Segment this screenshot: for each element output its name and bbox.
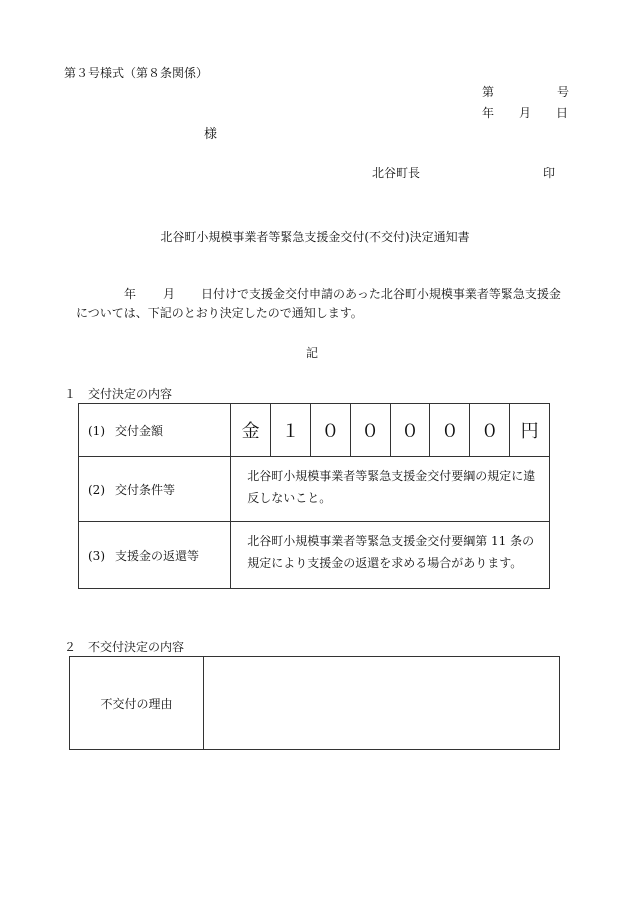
- date-year-label: 年: [482, 106, 495, 120]
- section-1-heading: １ 交付決定の内容: [64, 387, 173, 401]
- decision-table: [78, 403, 550, 589]
- document-title: 北谷町小規模事業者等緊急支援金交付(不交付)決定通知書: [160, 230, 470, 244]
- row-label: [79, 457, 231, 522]
- row-label: [79, 522, 231, 589]
- amount-cell: ０: [310, 404, 350, 457]
- section-2-heading: ２ 不交付決定の内容: [64, 640, 185, 654]
- table-row: [79, 522, 550, 589]
- body-text-line-1: 日付けで支援金交付申請のあった北谷町小規模事業者等緊急支援金: [201, 287, 561, 301]
- form-label: 第３号様式（第８条関係）: [64, 66, 209, 80]
- amount-cell: ０: [430, 404, 470, 457]
- row-label-text: 交付条件等: [115, 482, 176, 497]
- document-number-prefix: 第: [482, 85, 495, 99]
- amount-cell: ０: [350, 404, 390, 457]
- row-number: (1): [88, 423, 105, 438]
- row-label-text: 交付金額: [115, 423, 164, 438]
- table-row: [79, 404, 550, 457]
- row-number: (2): [88, 482, 105, 497]
- row-value: 北谷町小規模事業者等緊急支援金交付要綱の規定に違反しないこと。: [231, 457, 550, 522]
- ki-heading: 記: [306, 346, 319, 360]
- amount-cell: ０: [470, 404, 510, 457]
- date-month-label: 月: [519, 106, 532, 120]
- row-label-text: 支援金の返還等: [115, 548, 200, 563]
- body-month-label: 月: [163, 287, 176, 301]
- seal-mark: 印: [543, 166, 556, 180]
- amount-cell: 金: [231, 404, 271, 457]
- body-text-line-2: については、下記のとおり決定したので通知します。: [76, 306, 363, 320]
- date-day-label: 日: [556, 106, 569, 120]
- body-year-label: 年: [124, 287, 137, 301]
- row-number: (3): [88, 548, 105, 563]
- issuer-name: 北谷町長: [372, 166, 421, 180]
- document-number-suffix: 号: [557, 85, 570, 99]
- amount-cell: 円: [510, 404, 550, 457]
- table-row: [79, 457, 550, 522]
- non-grant-reason-label: 不交付の理由: [70, 657, 204, 750]
- non-grant-table: [69, 656, 560, 750]
- amount-cell: １: [271, 404, 311, 457]
- row-label: [79, 404, 231, 457]
- row-value: 北谷町小規模事業者等緊急支援金交付要綱第 11 条の規定により支援金の返還を求める場合があります。: [231, 522, 550, 589]
- non-grant-reason-field[interactable]: [204, 657, 560, 750]
- amount-cell: ０: [390, 404, 430, 457]
- table-row: [70, 657, 560, 750]
- addressee-honorific: 様: [204, 127, 218, 142]
